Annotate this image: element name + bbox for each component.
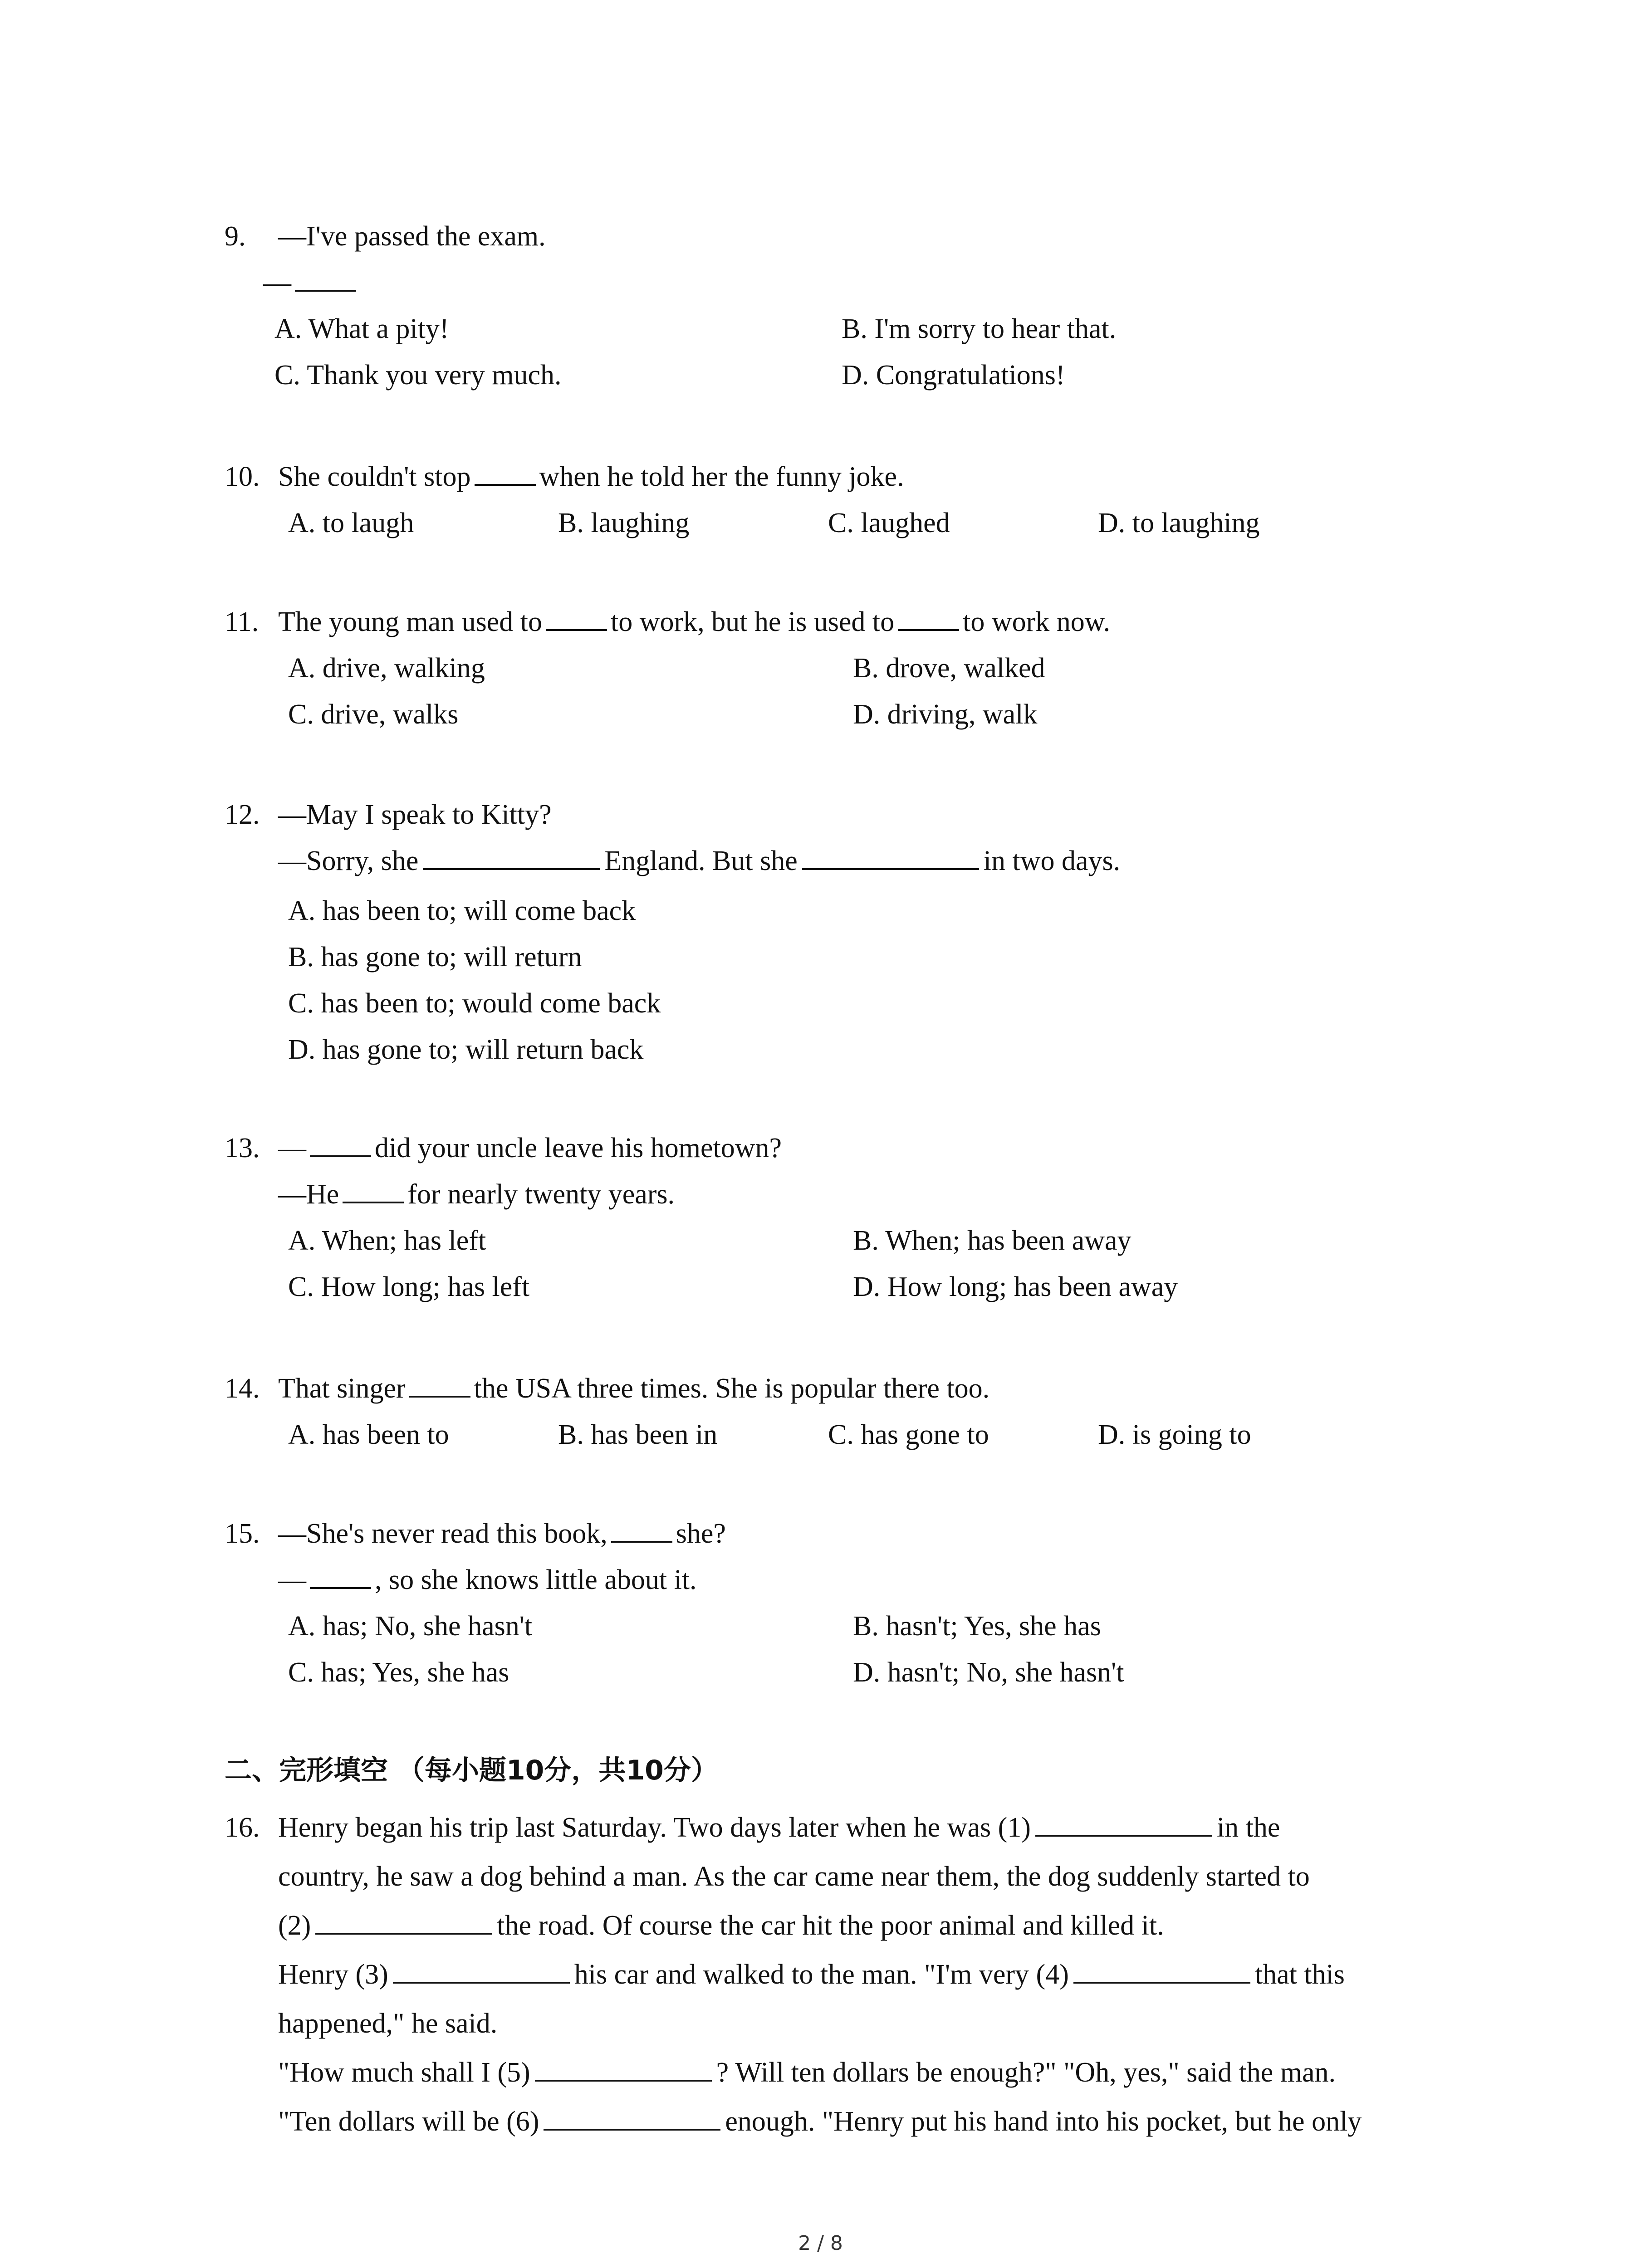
option-c: C. Thank you very much. xyxy=(274,360,562,391)
options-row xyxy=(225,306,1495,352)
answer-blank xyxy=(409,1369,470,1398)
question-number: 12. xyxy=(225,799,260,830)
answer-blank xyxy=(343,1175,404,1203)
page-number: 2 / 8 xyxy=(798,2232,843,2255)
passage-text: (2) xyxy=(278,1910,311,1941)
answer-blank-3 xyxy=(393,1955,570,1984)
options-row xyxy=(225,691,1495,738)
passage-text: enough. "Henry put his hand into his pocket, but he only xyxy=(725,2106,1362,2137)
question-text: , so she knows little about it. xyxy=(375,1564,697,1595)
answer-blank-2 xyxy=(315,1906,492,1935)
question-15 xyxy=(225,1510,1495,1696)
option-c: C. How long; has left xyxy=(288,1271,530,1302)
option-a: A. to laugh xyxy=(288,508,414,538)
options-row xyxy=(225,934,1495,980)
passage-text: "How much shall I (5) xyxy=(278,2057,530,2088)
answer-blank xyxy=(898,603,959,631)
passage-text: the road. Of course the car hit the poor animal and killed it. xyxy=(497,1910,1164,1941)
answer-blank xyxy=(802,842,979,870)
passage-text: his car and walked to the man. "I'm very (4) xyxy=(574,1959,1069,1990)
section-title: 二、完形填空 （每小题10分，共10分） xyxy=(225,1755,718,1786)
options-row xyxy=(225,1412,1495,1458)
answer-blank xyxy=(295,264,356,292)
options-row xyxy=(225,980,1495,1026)
option-d: D. hasn't; No, she hasn't xyxy=(853,1657,1124,1688)
question-11 xyxy=(225,599,1495,738)
answer-blank-6 xyxy=(544,2102,720,2131)
answer-blank-5 xyxy=(535,2053,712,2082)
question-13 xyxy=(225,1125,1495,1310)
question-16 xyxy=(225,1803,1495,2146)
options-row xyxy=(225,1026,1495,1073)
option-d: D. is going to xyxy=(1098,1419,1251,1450)
option-a: A. What a pity! xyxy=(274,313,449,344)
question-text: did your uncle leave his hometown? xyxy=(375,1133,782,1163)
options-row xyxy=(225,645,1495,691)
option-b: B. drove, walked xyxy=(853,653,1045,684)
options-row xyxy=(225,500,1495,546)
question-text: the USA three times. She is popular there too. xyxy=(474,1373,990,1404)
question-number: 15. xyxy=(225,1518,260,1549)
option-d: D. Congratulations! xyxy=(842,360,1065,391)
question-text: —She's never read this book, xyxy=(278,1518,607,1549)
question-number: 10. xyxy=(225,461,260,492)
answer-blank xyxy=(611,1515,672,1543)
passage-text: happened," he said. xyxy=(278,2008,498,2039)
options-row xyxy=(225,1649,1495,1696)
option-c: C. has been to; would come back xyxy=(288,988,661,1019)
question-text: England. But she xyxy=(604,846,798,876)
passage-text: country, he saw a dog behind a man. As the car came near them, the dog suddenly started to xyxy=(278,1861,1310,1892)
passage-text: ? Will ten dollars be enough?" "Oh, yes," said the man. xyxy=(716,2057,1336,2088)
question-text: — xyxy=(278,1564,306,1595)
option-a: A. has been to xyxy=(288,1419,449,1450)
option-d: D. driving, walk xyxy=(853,699,1038,730)
options-row xyxy=(225,1217,1495,1264)
question-text: —He xyxy=(278,1179,339,1210)
question-text: That singer xyxy=(278,1373,406,1404)
question-text: to work, but he is used to xyxy=(611,606,895,637)
option-c: C. drive, walks xyxy=(288,699,459,730)
option-b: B. has been in xyxy=(558,1419,718,1450)
question-text: in two days. xyxy=(983,846,1121,876)
passage-text: in the xyxy=(1216,1812,1280,1843)
question-text: She couldn't stop xyxy=(278,461,471,492)
option-b: B. laughing xyxy=(558,508,690,538)
passage-text: Henry began his trip last Saturday. Two days later when he was (1) xyxy=(278,1812,1031,1843)
answer-blank xyxy=(310,1129,371,1157)
option-c: C. laughed xyxy=(828,508,950,538)
question-number: 14. xyxy=(225,1373,260,1404)
option-a: A. When; has left xyxy=(288,1225,486,1256)
question-text: —I've passed the exam. xyxy=(278,221,546,252)
options-row xyxy=(225,888,1495,934)
question-number: 11. xyxy=(225,606,259,637)
answer-blank xyxy=(310,1561,371,1589)
reply-dash: — xyxy=(263,267,291,298)
option-c: C. has; Yes, she has xyxy=(288,1657,509,1688)
passage-text: Henry (3) xyxy=(278,1959,388,1990)
question-14 xyxy=(225,1365,1495,1458)
question-text: The young man used to xyxy=(278,606,543,637)
answer-blank xyxy=(475,458,536,486)
answer-blank-1 xyxy=(1035,1809,1212,1837)
passage-text: that this xyxy=(1254,1959,1345,1990)
question-number: 16. xyxy=(225,1812,260,1843)
options-row xyxy=(225,1264,1495,1310)
option-d: D. to laughing xyxy=(1098,508,1260,538)
question-12 xyxy=(225,792,1495,1073)
question-10 xyxy=(225,454,1495,546)
question-text: to work now. xyxy=(963,606,1111,637)
question-number: 9. xyxy=(225,221,246,252)
option-c: C. has gone to xyxy=(828,1419,989,1450)
option-b: B. When; has been away xyxy=(853,1225,1132,1256)
answer-blank-4 xyxy=(1073,1955,1250,1984)
question-text: — xyxy=(278,1133,306,1163)
question-text: she? xyxy=(676,1518,726,1549)
answer-blank xyxy=(423,842,600,870)
option-b: B. I'm sorry to hear that. xyxy=(842,313,1117,344)
question-text: —Sorry, she xyxy=(278,846,419,876)
question-text: for nearly twenty years. xyxy=(407,1179,675,1210)
question-text: when he told her the funny joke. xyxy=(539,461,904,492)
option-b: B. hasn't; Yes, she has xyxy=(853,1611,1101,1642)
question-9 xyxy=(225,213,1495,398)
options-row xyxy=(225,352,1495,398)
option-a: A. has; No, she hasn't xyxy=(288,1611,533,1642)
answer-blank xyxy=(546,603,607,631)
option-a: A. drive, walking xyxy=(288,653,485,684)
option-b: B. has gone to; will return xyxy=(288,942,582,973)
question-number: 13. xyxy=(225,1133,260,1163)
passage-text: "Ten dollars will be (6) xyxy=(278,2106,539,2137)
option-d: D. has gone to; will return back xyxy=(288,1034,644,1065)
option-d: D. How long; has been away xyxy=(853,1271,1178,1302)
option-a: A. has been to; will come back xyxy=(288,895,636,926)
options-row xyxy=(225,1603,1495,1649)
question-text: —May I speak to Kitty? xyxy=(278,799,552,830)
